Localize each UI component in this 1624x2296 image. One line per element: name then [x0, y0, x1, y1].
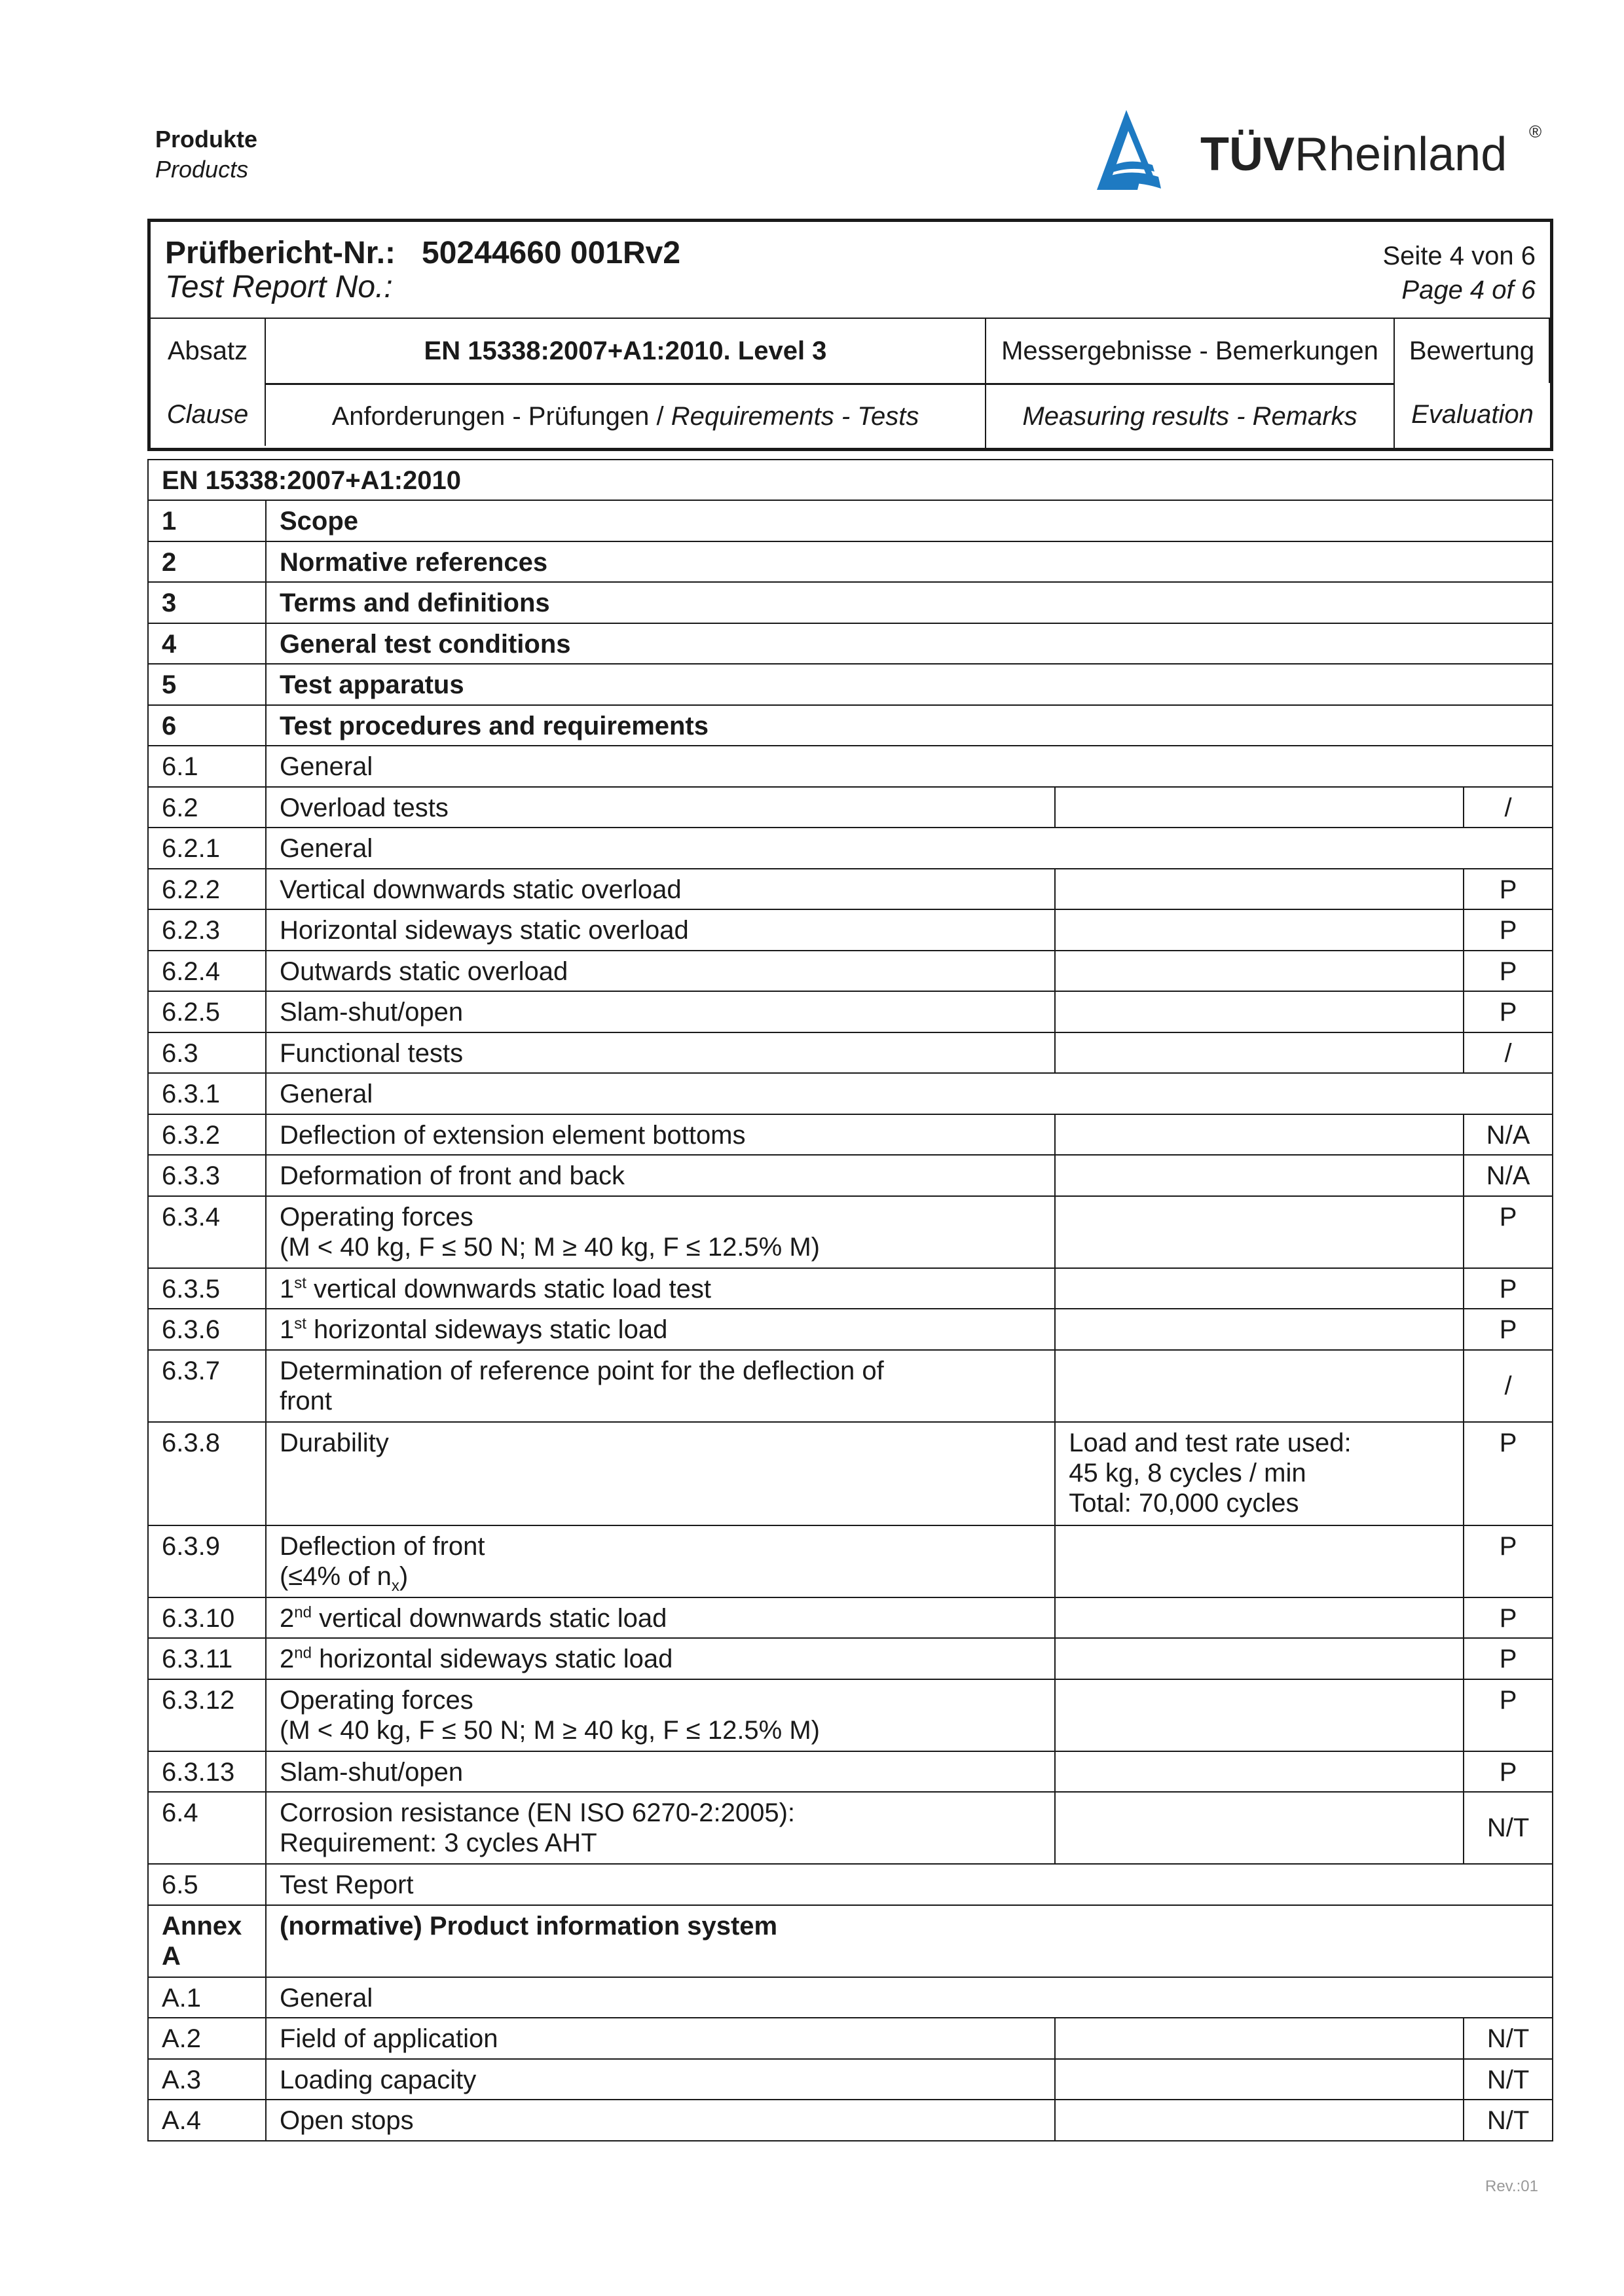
table-row	[148, 1309, 1553, 1350]
clause-number: 1	[148, 500, 266, 541]
clause-title: 2nd vertical downwards static load	[266, 1597, 1055, 1639]
clause-number: 6.3.7	[148, 1350, 266, 1422]
table-row	[148, 1905, 1553, 1977]
clause-number: 6.4	[148, 1792, 266, 1864]
evaluation: P	[1464, 909, 1553, 951]
evaluation: P	[1464, 991, 1553, 1032]
measuring-result	[1055, 787, 1464, 828]
evaluation: /	[1464, 1032, 1553, 1074]
tuv-rheinland-logo	[1090, 105, 1549, 193]
clause-number: 6.3.8	[148, 1422, 266, 1525]
page-number-de: Seite 4 von 6	[1382, 242, 1536, 270]
page-number-en: Page 4 of 6	[1401, 276, 1536, 304]
clause-title: Overload tests	[266, 787, 1055, 828]
table-row	[148, 1422, 1553, 1525]
evaluation: P	[1464, 1638, 1553, 1679]
clause-title: General	[266, 1977, 1553, 2018]
measuring-result	[1055, 909, 1464, 951]
table-row	[148, 1196, 1553, 1268]
table-row	[148, 1155, 1553, 1196]
clause-title: Corrosion resistance (EN ISO 6270-2:2005): Requirement: 3 cycles AHT	[266, 1792, 1055, 1864]
evaluation: P	[1464, 1751, 1553, 1793]
clause-number: 6.2.5	[148, 991, 266, 1032]
measuring-result	[1055, 1638, 1464, 1679]
evaluation: N/T	[1464, 2059, 1553, 2100]
clause-number: 6.3.6	[148, 1309, 266, 1350]
measuring-result	[1055, 1597, 1464, 1639]
measuring-result	[1055, 1792, 1464, 1864]
clause-number: 6.3.9	[148, 1525, 266, 1597]
clause-number: 6.3.5	[148, 1268, 266, 1309]
clause-number: 6.3.13	[148, 1751, 266, 1793]
measuring-result	[1055, 1032, 1464, 1074]
table-row	[148, 1679, 1553, 1751]
clause-title: 1st horizontal sideways static load	[266, 1309, 1055, 1350]
table-row	[148, 1638, 1553, 1679]
clause-number: A.3	[148, 2059, 266, 2100]
clause-number: 2	[148, 541, 266, 583]
department-en: Products	[155, 156, 249, 183]
clause-title: 1st vertical downwards static load test	[266, 1268, 1055, 1309]
col-clause-de: Absatz	[151, 319, 266, 383]
measuring-result	[1055, 1350, 1464, 1422]
table-row	[148, 1597, 1553, 1639]
clause-number: 6.5	[148, 1864, 266, 1905]
table-row	[148, 705, 1553, 746]
clause-number: 6.3.1	[148, 1073, 266, 1114]
clause-title: Open stops	[266, 2100, 1055, 2141]
table-title: EN 15338:2007+A1:2010	[148, 460, 1553, 500]
table-row	[148, 623, 1553, 665]
report-label-de: Prüfbericht-Nr.:	[165, 236, 396, 270]
measuring-result	[1055, 1525, 1464, 1597]
clause-title: Functional tests	[266, 1032, 1055, 1074]
col-results-de: Messergebnisse - Bemerkungen	[986, 319, 1395, 383]
measuring-result	[1055, 1309, 1464, 1350]
col-eval-de: Bewertung	[1395, 319, 1550, 383]
table-row	[148, 1525, 1553, 1597]
measuring-result	[1055, 1155, 1464, 1196]
clause-number: 5	[148, 664, 266, 705]
measuring-result	[1055, 2059, 1464, 2100]
clause-title: Slam-shut/open	[266, 991, 1055, 1032]
clause-title: Normative references	[266, 541, 1553, 583]
clause-number: A.4	[148, 2100, 266, 2141]
measuring-result	[1055, 991, 1464, 1032]
clause-title: Scope	[266, 500, 1553, 541]
clause-number: 6.1	[148, 746, 266, 787]
measuring-result	[1055, 951, 1464, 992]
table-row	[148, 1073, 1553, 1114]
table-row	[148, 1114, 1553, 1156]
clause-number: 6.3	[148, 1032, 266, 1074]
measuring-result	[1055, 1268, 1464, 1309]
measuring-result	[1055, 2018, 1464, 2059]
evaluation: P	[1464, 1268, 1553, 1309]
report-number: 50244660 001Rv2	[422, 236, 681, 270]
col-eval-en: Evaluation	[1411, 399, 1534, 429]
table-row	[148, 2059, 1553, 2100]
clause-title: Deflection of front (≤4% of $n_x$)	[266, 1525, 1055, 1597]
table-row	[148, 541, 1553, 583]
evaluation: P	[1464, 1422, 1553, 1525]
clause-number: 6.2.1	[148, 828, 266, 869]
table-row	[148, 909, 1553, 951]
table-row	[148, 582, 1553, 623]
evaluation: P	[1464, 1309, 1553, 1350]
clause-title: General test conditions	[266, 623, 1553, 665]
clause-number: 6.2.3	[148, 909, 266, 951]
clause-number: 6.2.4	[148, 951, 266, 992]
clause-title: Deflection of extension element bottoms	[266, 1114, 1055, 1156]
evaluation: /	[1464, 787, 1553, 828]
measuring-result	[1055, 869, 1464, 910]
clause-number: 6.3.3	[148, 1155, 266, 1196]
evaluation: N/T	[1464, 1792, 1553, 1864]
measuring-result	[1055, 2100, 1464, 2141]
measuring-result	[1055, 1114, 1464, 1156]
clause-title: Operating forces (M < 40 kg, F ≤ 50 N; M ≥ 40 kg, F ≤ 12.5% M)	[266, 1679, 1055, 1751]
clause-title: Deformation of front and back	[266, 1155, 1055, 1196]
evaluation: N/T	[1464, 2100, 1553, 2141]
clause-number: 4	[148, 623, 266, 665]
clause-number: 3	[148, 582, 266, 623]
table-row	[148, 951, 1553, 992]
table-row	[148, 787, 1553, 828]
evaluation: P	[1464, 1679, 1553, 1751]
table-row	[148, 1792, 1553, 1864]
clause-title: 2nd horizontal sideways static load	[266, 1638, 1055, 1679]
clause-number: 6.3.12	[148, 1679, 266, 1751]
clause-number: A.2	[148, 2018, 266, 2059]
measuring-result	[1055, 1679, 1464, 1751]
clause-title: Vertical downwards static overload	[266, 869, 1055, 910]
table-row	[148, 1751, 1553, 1793]
evaluation: N/A	[1464, 1114, 1553, 1156]
svg-text:®: ®	[1529, 122, 1542, 141]
evaluation: /	[1464, 1350, 1553, 1422]
evaluation: P	[1464, 1196, 1553, 1268]
clause-number: 6.2	[148, 787, 266, 828]
table-row	[148, 828, 1553, 869]
evaluation: P	[1464, 869, 1553, 910]
clause-number: 6.3.4	[148, 1196, 266, 1268]
table-row	[148, 746, 1553, 787]
table-row	[148, 1032, 1553, 1074]
table-row	[148, 2018, 1553, 2059]
clause-title: Operating forces (M < 40 kg, F ≤ 50 N; M ≥ 40 kg, F ≤ 12.5% M)	[266, 1196, 1055, 1268]
department-label	[155, 124, 257, 185]
clause-title: Test apparatus	[266, 664, 1553, 705]
clause-title: Durability	[266, 1422, 1055, 1525]
clause-number: 6.3.2	[148, 1114, 266, 1156]
clause-title: Outwards static overload	[266, 951, 1055, 992]
clause-title: Terms and definitions	[266, 582, 1553, 623]
table-row	[148, 1268, 1553, 1309]
table-row	[148, 500, 1553, 541]
clause-title: Loading capacity	[266, 2059, 1055, 2100]
report-header	[147, 219, 1553, 451]
table-row	[148, 2100, 1553, 2141]
clause-title: Field of application	[266, 2018, 1055, 2059]
table-row	[148, 1977, 1553, 2018]
clause-number: Annex A	[148, 1905, 266, 1977]
evaluation: P	[1464, 951, 1553, 992]
measuring-result	[1055, 1196, 1464, 1268]
table-row	[148, 1864, 1553, 1905]
clause-title: Test Report	[266, 1864, 1553, 1905]
table-title-row	[148, 460, 1553, 500]
col-requirements: Anforderungen - Prüfungen / Requirements - Tests	[266, 383, 986, 448]
clause-title: Determination of reference point for the deflection of front	[266, 1350, 1055, 1422]
clause-title: Horizontal sideways static overload	[266, 909, 1055, 951]
clause-number: 6.3.11	[148, 1638, 266, 1679]
table-row	[148, 664, 1553, 705]
revision-label: Rev.:01	[1485, 2178, 1538, 2195]
evaluation: N/T	[1464, 2018, 1553, 2059]
evaluation: P	[1464, 1525, 1553, 1597]
report-label-en: Test Report No.:	[165, 270, 393, 304]
clause-title: General	[266, 1073, 1553, 1114]
clause-title: (normative) Product information system	[266, 1905, 1553, 1977]
measuring-result: Load and test rate used: 45 kg, 8 cycles / min Total: 70,000 cycles	[1055, 1422, 1464, 1525]
clause-number: 6	[148, 705, 266, 746]
table-row	[148, 1350, 1553, 1422]
measuring-result	[1055, 1751, 1464, 1793]
evaluation: N/A	[1464, 1155, 1553, 1196]
col-clause-en: Clause	[151, 383, 266, 446]
clause-title: Test procedures and requirements	[266, 705, 1553, 746]
col-results-en: Measuring results - Remarks	[986, 383, 1395, 448]
col-standard: EN 15338:2007+A1:2010. Level 3	[266, 319, 986, 383]
evaluation: P	[1464, 1597, 1553, 1639]
clause-title: General	[266, 828, 1553, 869]
table-row	[148, 869, 1553, 910]
table-row	[148, 991, 1553, 1032]
department-de: Produkte	[155, 126, 258, 153]
clause-number: 6.2.2	[148, 869, 266, 910]
clause-number: 6.3.10	[148, 1597, 266, 1639]
svg-text:TÜVRheinland: TÜVRheinland	[1200, 128, 1507, 181]
clause-title: General	[266, 746, 1553, 787]
clause-title: Slam-shut/open	[266, 1751, 1055, 1793]
clause-number: A.1	[148, 1977, 266, 2018]
clause-table	[147, 459, 1553, 2141]
